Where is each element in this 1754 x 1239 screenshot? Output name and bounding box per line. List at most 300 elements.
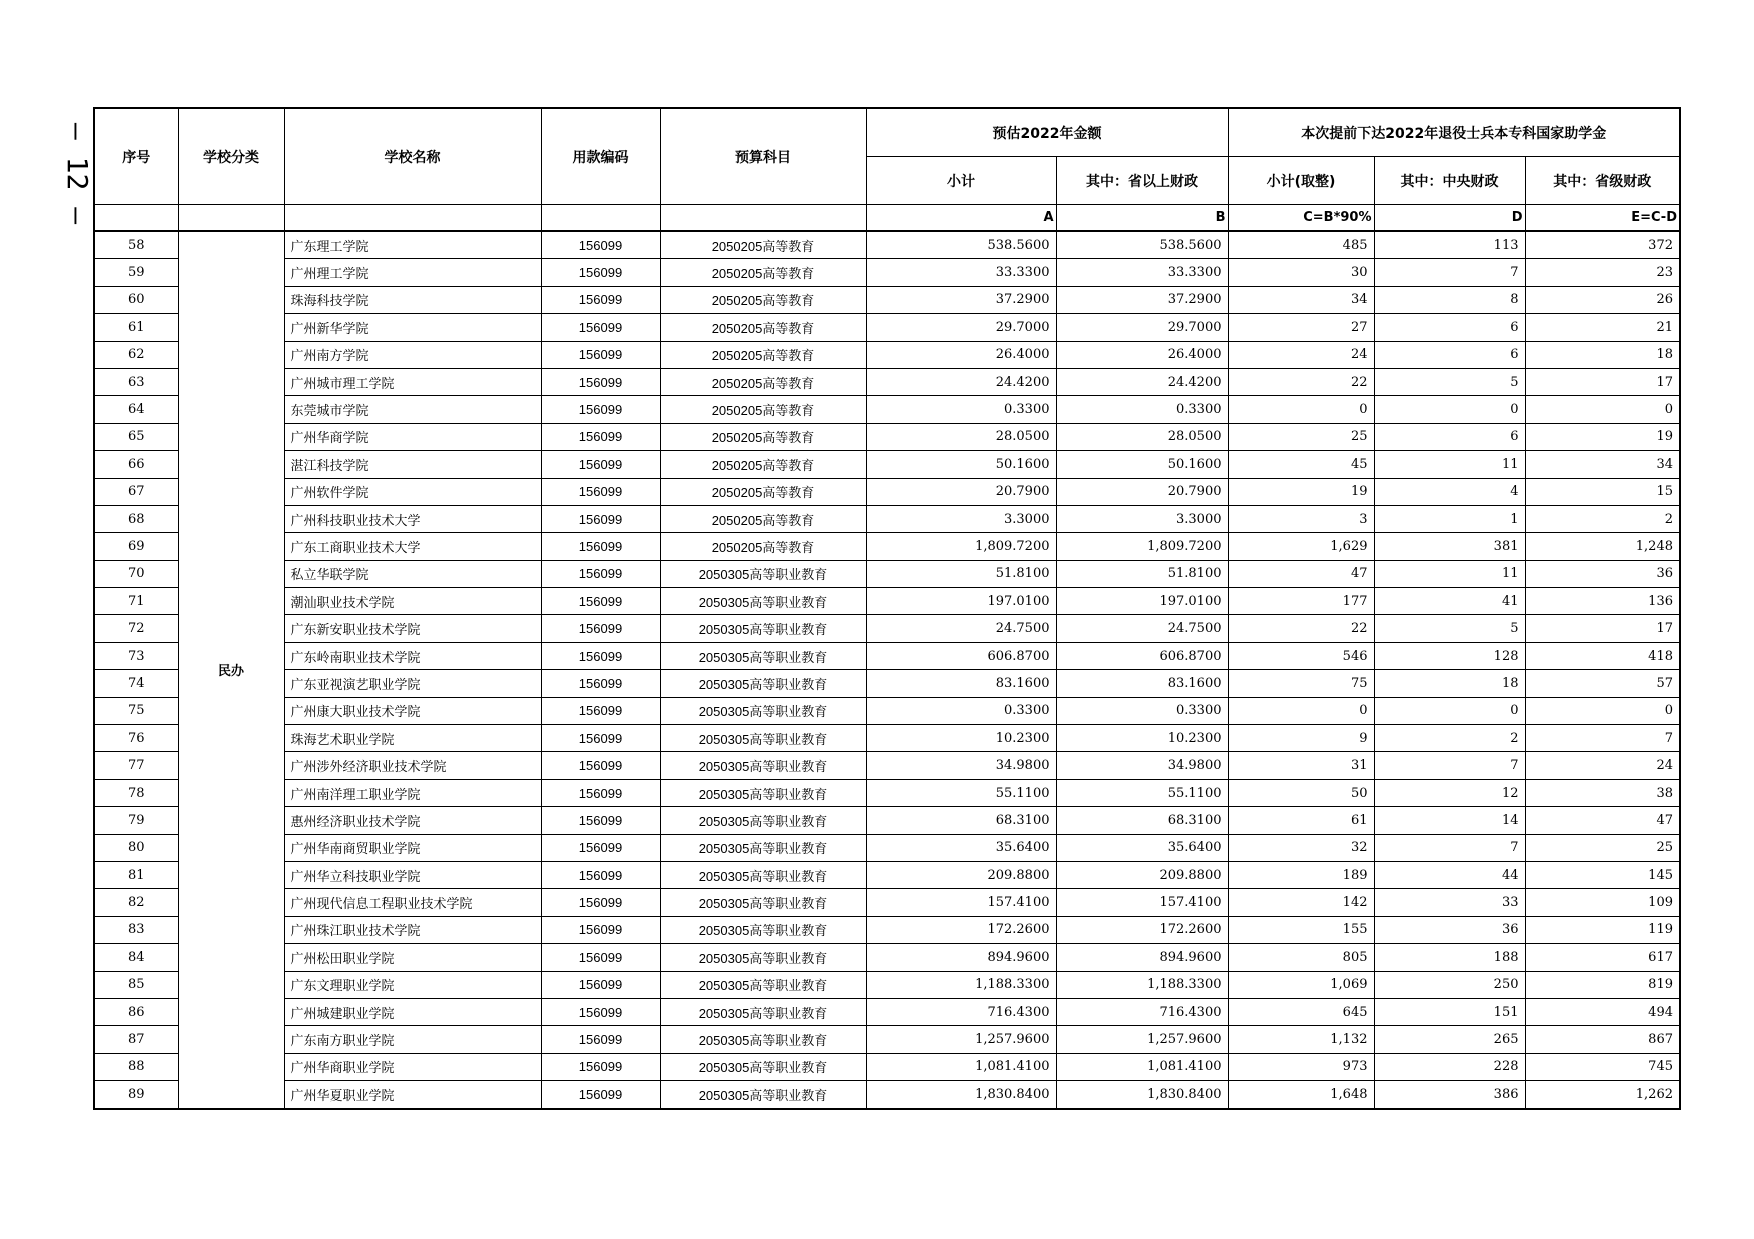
table-row <box>94 314 1680 341</box>
budget-subject: 2050305高等职业教育 <box>660 725 866 752</box>
fund-code: 156099 <box>541 861 660 888</box>
school-name: 广州涉外经济职业技术学院 <box>284 752 541 779</box>
grant-subtotal: 75 <box>1228 670 1374 697</box>
school-name: 广州华夏职业学院 <box>284 1081 541 1109</box>
grant-subtotal: 973 <box>1228 1053 1374 1080</box>
grant-provincial: 136 <box>1525 588 1680 615</box>
budget-subject: 2050305高等职业教育 <box>660 834 866 861</box>
header-grant-provincial: 其中：省级财政 <box>1525 157 1680 205</box>
school-category: 民办 <box>178 231 284 1109</box>
estimate-provincial: 26.4000 <box>1056 341 1228 368</box>
grant-subtotal: 47 <box>1228 560 1374 587</box>
budget-subject: 2050205高等教育 <box>660 259 866 286</box>
table-row <box>94 451 1680 478</box>
grant-subtotal: 50 <box>1228 779 1374 806</box>
row-number: 66 <box>94 451 178 478</box>
grant-provincial: 36 <box>1525 560 1680 587</box>
formula-empty <box>541 205 660 232</box>
grant-provincial: 418 <box>1525 642 1680 669</box>
table-row <box>94 560 1680 587</box>
grant-provincial: 15 <box>1525 478 1680 505</box>
estimate-subtotal: 1,257.9600 <box>866 1026 1056 1053</box>
budget-subject: 2050305高等职业教育 <box>660 560 866 587</box>
row-number: 84 <box>94 944 178 971</box>
table-row <box>94 615 1680 642</box>
table-row <box>94 505 1680 532</box>
header-estimate-group: 预估2022年金额 <box>866 108 1228 157</box>
row-number: 76 <box>94 725 178 752</box>
estimate-subtotal: 55.1100 <box>866 779 1056 806</box>
grant-central: 0 <box>1374 396 1525 423</box>
grant-subtotal: 31 <box>1228 752 1374 779</box>
estimate-subtotal: 894.9600 <box>866 944 1056 971</box>
grant-subtotal: 645 <box>1228 998 1374 1025</box>
table-row <box>94 861 1680 888</box>
grant-central: 7 <box>1374 834 1525 861</box>
table-row <box>94 971 1680 998</box>
row-number: 86 <box>94 998 178 1025</box>
grant-central: 11 <box>1374 560 1525 587</box>
estimate-subtotal: 538.5600 <box>866 231 1056 259</box>
grant-central: 381 <box>1374 533 1525 560</box>
fund-code: 156099 <box>541 971 660 998</box>
estimate-provincial: 24.7500 <box>1056 615 1228 642</box>
formula-empty <box>284 205 541 232</box>
grant-subtotal: 27 <box>1228 314 1374 341</box>
school-name: 广东文理职业学院 <box>284 971 541 998</box>
school-name: 广州华立科技职业学院 <box>284 861 541 888</box>
estimate-subtotal: 0.3300 <box>866 396 1056 423</box>
grant-subtotal: 155 <box>1228 916 1374 943</box>
fund-code: 156099 <box>541 725 660 752</box>
fund-code: 156099 <box>541 1081 660 1109</box>
grant-provincial: 119 <box>1525 916 1680 943</box>
formula-b: B <box>1056 205 1228 232</box>
grant-central: 250 <box>1374 971 1525 998</box>
table-row <box>94 1081 1680 1109</box>
row-number: 69 <box>94 533 178 560</box>
grant-central: 6 <box>1374 341 1525 368</box>
fund-code: 156099 <box>541 642 660 669</box>
estimate-subtotal: 0.3300 <box>866 697 1056 724</box>
budget-subject: 2050305高等职业教育 <box>660 670 866 697</box>
budget-subject: 2050205高等教育 <box>660 341 866 368</box>
estimate-subtotal: 68.3100 <box>866 807 1056 834</box>
header-subject: 预算科目 <box>660 108 866 205</box>
estimate-provincial: 29.7000 <box>1056 314 1228 341</box>
grant-subtotal: 45 <box>1228 451 1374 478</box>
fund-code: 156099 <box>541 998 660 1025</box>
school-name: 广州松田职业学院 <box>284 944 541 971</box>
grant-subtotal: 19 <box>1228 478 1374 505</box>
fund-code: 156099 <box>541 533 660 560</box>
estimate-subtotal: 28.0500 <box>866 423 1056 450</box>
school-name: 广州科技职业技术大学 <box>284 505 541 532</box>
budget-subject: 2050305高等职业教育 <box>660 1081 866 1109</box>
estimate-provincial: 1,830.8400 <box>1056 1081 1228 1109</box>
fund-code: 156099 <box>541 834 660 861</box>
formula-empty <box>178 205 284 232</box>
estimate-subtotal: 10.2300 <box>866 725 1056 752</box>
table-row <box>94 533 1680 560</box>
estimate-provincial: 606.8700 <box>1056 642 1228 669</box>
school-name: 广州城市理工学院 <box>284 368 541 395</box>
budget-subject: 2050305高等职业教育 <box>660 916 866 943</box>
header-code: 用款编码 <box>541 108 660 205</box>
table-row <box>94 642 1680 669</box>
budget-subject: 2050305高等职业教育 <box>660 697 866 724</box>
fund-code: 156099 <box>541 368 660 395</box>
budget-subject: 2050205高等教育 <box>660 286 866 313</box>
row-number: 72 <box>94 615 178 642</box>
budget-subject: 2050205高等教育 <box>660 368 866 395</box>
table-row <box>94 725 1680 752</box>
formula-c: C=B*90% <box>1228 205 1374 232</box>
grant-central: 11 <box>1374 451 1525 478</box>
grant-central: 44 <box>1374 861 1525 888</box>
grant-provincial: 24 <box>1525 752 1680 779</box>
table-row <box>94 1053 1680 1080</box>
grant-provincial: 57 <box>1525 670 1680 697</box>
grant-central: 228 <box>1374 1053 1525 1080</box>
school-name: 东莞城市学院 <box>284 396 541 423</box>
grant-provincial: 494 <box>1525 998 1680 1025</box>
fund-code: 156099 <box>541 588 660 615</box>
school-name: 广东南方职业学院 <box>284 1026 541 1053</box>
grant-provincial: 145 <box>1525 861 1680 888</box>
estimate-subtotal: 1,081.4100 <box>866 1053 1056 1080</box>
grant-subtotal: 546 <box>1228 642 1374 669</box>
estimate-subtotal: 716.4300 <box>866 998 1056 1025</box>
estimate-provincial: 894.9600 <box>1056 944 1228 971</box>
grant-subtotal: 32 <box>1228 834 1374 861</box>
row-number: 89 <box>94 1081 178 1109</box>
fund-code: 156099 <box>541 396 660 423</box>
estimate-subtotal: 51.8100 <box>866 560 1056 587</box>
row-number: 82 <box>94 889 178 916</box>
estimate-subtotal: 1,830.8400 <box>866 1081 1056 1109</box>
budget-subject: 2050305高等职业教育 <box>660 971 866 998</box>
estimate-provincial: 55.1100 <box>1056 779 1228 806</box>
header-grant-central: 其中：中央财政 <box>1374 157 1525 205</box>
grant-provincial: 17 <box>1525 368 1680 395</box>
grant-central: 2 <box>1374 725 1525 752</box>
budget-subject: 2050305高等职业教育 <box>660 1026 866 1053</box>
header-school: 学校名称 <box>284 108 541 205</box>
grant-subtotal: 0 <box>1228 396 1374 423</box>
estimate-provincial: 28.0500 <box>1056 423 1228 450</box>
table-row <box>94 916 1680 943</box>
fund-code: 156099 <box>541 478 660 505</box>
school-name: 广州南方学院 <box>284 341 541 368</box>
grant-provincial: 7 <box>1525 725 1680 752</box>
estimate-provincial: 3.3000 <box>1056 505 1228 532</box>
school-name: 广州康大职业技术学院 <box>284 697 541 724</box>
row-number: 71 <box>94 588 178 615</box>
fund-code: 156099 <box>541 341 660 368</box>
estimate-provincial: 50.1600 <box>1056 451 1228 478</box>
row-number: 85 <box>94 971 178 998</box>
grant-central: 7 <box>1374 259 1525 286</box>
budget-subject: 2050305高等职业教育 <box>660 615 866 642</box>
funding-table <box>93 107 1681 1110</box>
grant-subtotal: 30 <box>1228 259 1374 286</box>
school-name: 私立华联学院 <box>284 560 541 587</box>
fund-code: 156099 <box>541 231 660 259</box>
row-number: 83 <box>94 916 178 943</box>
estimate-subtotal: 172.2600 <box>866 916 1056 943</box>
row-number: 65 <box>94 423 178 450</box>
fund-code: 156099 <box>541 779 660 806</box>
budget-subject: 2050305高等职业教育 <box>660 588 866 615</box>
grant-subtotal: 61 <box>1228 807 1374 834</box>
school-name: 广东新安职业技术学院 <box>284 615 541 642</box>
estimate-subtotal: 50.1600 <box>866 451 1056 478</box>
grant-provincial: 21 <box>1525 314 1680 341</box>
fund-code: 156099 <box>541 615 660 642</box>
estimate-provincial: 0.3300 <box>1056 396 1228 423</box>
estimate-provincial: 10.2300 <box>1056 725 1228 752</box>
budget-subject: 2050305高等职业教育 <box>660 861 866 888</box>
row-number: 75 <box>94 697 178 724</box>
row-number: 67 <box>94 478 178 505</box>
grant-central: 36 <box>1374 916 1525 943</box>
estimate-subtotal: 34.9800 <box>866 752 1056 779</box>
fund-code: 156099 <box>541 560 660 587</box>
estimate-provincial: 197.0100 <box>1056 588 1228 615</box>
budget-subject: 2050305高等职业教育 <box>660 944 866 971</box>
estimate-provincial: 20.7900 <box>1056 478 1228 505</box>
grant-subtotal: 142 <box>1228 889 1374 916</box>
row-number: 81 <box>94 861 178 888</box>
estimate-provincial: 35.6400 <box>1056 834 1228 861</box>
row-number: 68 <box>94 505 178 532</box>
grant-central: 1 <box>1374 505 1525 532</box>
budget-subject: 2050205高等教育 <box>660 231 866 259</box>
table-row <box>94 944 1680 971</box>
row-number: 62 <box>94 341 178 368</box>
row-number: 70 <box>94 560 178 587</box>
school-name: 广东亚视演艺职业学院 <box>284 670 541 697</box>
fund-code: 156099 <box>541 670 660 697</box>
school-name: 广州软件学院 <box>284 478 541 505</box>
estimate-provincial: 83.1600 <box>1056 670 1228 697</box>
grant-provincial: 1,248 <box>1525 533 1680 560</box>
grant-central: 6 <box>1374 423 1525 450</box>
grant-central: 0 <box>1374 697 1525 724</box>
estimate-provincial: 34.9800 <box>1056 752 1228 779</box>
grant-central: 6 <box>1374 314 1525 341</box>
header-seq: 序号 <box>94 108 178 205</box>
grant-central: 113 <box>1374 231 1525 259</box>
grant-subtotal: 189 <box>1228 861 1374 888</box>
grant-subtotal: 485 <box>1228 231 1374 259</box>
row-number: 87 <box>94 1026 178 1053</box>
fund-code: 156099 <box>541 451 660 478</box>
grant-subtotal: 0 <box>1228 697 1374 724</box>
formula-empty <box>660 205 866 232</box>
estimate-subtotal: 24.7500 <box>866 615 1056 642</box>
grant-provincial: 47 <box>1525 807 1680 834</box>
budget-subject: 2050205高等教育 <box>660 505 866 532</box>
estimate-provincial: 209.8800 <box>1056 861 1228 888</box>
grant-subtotal: 3 <box>1228 505 1374 532</box>
grant-provincial: 19 <box>1525 423 1680 450</box>
budget-subject: 2050305高等职业教育 <box>660 998 866 1025</box>
fund-code: 156099 <box>541 916 660 943</box>
school-name: 惠州经济职业技术学院 <box>284 807 541 834</box>
formula-a: A <box>866 205 1056 232</box>
table-row <box>94 478 1680 505</box>
grant-central: 151 <box>1374 998 1525 1025</box>
row-number: 64 <box>94 396 178 423</box>
row-number: 58 <box>94 231 178 259</box>
row-number: 63 <box>94 368 178 395</box>
school-name: 湛江科技学院 <box>284 451 541 478</box>
fund-code: 156099 <box>541 505 660 532</box>
fund-code: 156099 <box>541 807 660 834</box>
budget-subject: 2050305高等职业教育 <box>660 889 866 916</box>
school-name: 珠海艺术职业学院 <box>284 725 541 752</box>
school-name: 广州南洋理工职业学院 <box>284 779 541 806</box>
row-number: 80 <box>94 834 178 861</box>
fund-code: 156099 <box>541 889 660 916</box>
estimate-provincial: 1,188.3300 <box>1056 971 1228 998</box>
school-name: 广州城建职业学院 <box>284 998 541 1025</box>
table-row <box>94 889 1680 916</box>
grant-central: 18 <box>1374 670 1525 697</box>
grant-provincial: 1,262 <box>1525 1081 1680 1109</box>
estimate-provincial: 0.3300 <box>1056 697 1228 724</box>
school-name: 广州新华学院 <box>284 314 541 341</box>
grant-central: 12 <box>1374 779 1525 806</box>
grant-central: 33 <box>1374 889 1525 916</box>
grant-subtotal: 24 <box>1228 341 1374 368</box>
budget-subject: 2050205高等教育 <box>660 314 866 341</box>
fund-code: 156099 <box>541 752 660 779</box>
grant-subtotal: 1,648 <box>1228 1081 1374 1109</box>
grant-central: 7 <box>1374 752 1525 779</box>
estimate-subtotal: 24.4200 <box>866 368 1056 395</box>
school-name: 广州华商学院 <box>284 423 541 450</box>
school-name: 广州华南商贸职业学院 <box>284 834 541 861</box>
school-name: 潮汕职业技术学院 <box>284 588 541 615</box>
grant-central: 265 <box>1374 1026 1525 1053</box>
estimate-provincial: 1,809.7200 <box>1056 533 1228 560</box>
row-number: 74 <box>94 670 178 697</box>
formula-d: D <box>1374 205 1525 232</box>
formula-empty <box>94 205 178 232</box>
table-row <box>94 259 1680 286</box>
grant-subtotal: 1,629 <box>1228 533 1374 560</box>
grant-central: 14 <box>1374 807 1525 834</box>
grant-subtotal: 9 <box>1228 725 1374 752</box>
grant-provincial: 34 <box>1525 451 1680 478</box>
budget-subject: 2050305高等职业教育 <box>660 752 866 779</box>
school-name: 广东岭南职业技术学院 <box>284 642 541 669</box>
estimate-subtotal: 606.8700 <box>866 642 1056 669</box>
grant-central: 4 <box>1374 478 1525 505</box>
budget-subject: 2050205高等教育 <box>660 478 866 505</box>
table-row <box>94 834 1680 861</box>
estimate-subtotal: 1,809.7200 <box>866 533 1056 560</box>
table-row <box>94 779 1680 806</box>
table-row <box>94 368 1680 395</box>
estimate-subtotal: 33.3300 <box>866 259 1056 286</box>
row-number: 73 <box>94 642 178 669</box>
estimate-subtotal: 157.4100 <box>866 889 1056 916</box>
grant-subtotal: 22 <box>1228 368 1374 395</box>
table-row <box>94 396 1680 423</box>
table-row <box>94 752 1680 779</box>
estimate-subtotal: 37.2900 <box>866 286 1056 313</box>
grant-subtotal: 1,132 <box>1228 1026 1374 1053</box>
header-est-subtotal: 小计 <box>866 157 1056 205</box>
header-category: 学校分类 <box>178 108 284 205</box>
grant-central: 5 <box>1374 368 1525 395</box>
estimate-provincial: 538.5600 <box>1056 231 1228 259</box>
grant-provincial: 26 <box>1525 286 1680 313</box>
grant-provincial: 0 <box>1525 396 1680 423</box>
fund-code: 156099 <box>541 423 660 450</box>
row-number: 77 <box>94 752 178 779</box>
grant-central: 8 <box>1374 286 1525 313</box>
grant-provincial: 18 <box>1525 341 1680 368</box>
formula-e: E=C-D <box>1525 205 1680 232</box>
grant-provincial: 17 <box>1525 615 1680 642</box>
fund-code: 156099 <box>541 314 660 341</box>
estimate-provincial: 37.2900 <box>1056 286 1228 313</box>
row-number: 60 <box>94 286 178 313</box>
grant-subtotal: 805 <box>1228 944 1374 971</box>
row-number: 88 <box>94 1053 178 1080</box>
estimate-subtotal: 197.0100 <box>866 588 1056 615</box>
table-row <box>94 286 1680 313</box>
table-row <box>94 231 1680 259</box>
estimate-provincial: 716.4300 <box>1056 998 1228 1025</box>
budget-subject: 2050205高等教育 <box>660 451 866 478</box>
grant-subtotal: 34 <box>1228 286 1374 313</box>
estimate-subtotal: 1,188.3300 <box>866 971 1056 998</box>
school-name: 广州珠江职业技术学院 <box>284 916 541 943</box>
grant-subtotal: 1,069 <box>1228 971 1374 998</box>
budget-subject: 2050305高等职业教育 <box>660 807 866 834</box>
table-body <box>94 231 1680 1109</box>
header-grant-subtotal: 小计(取整) <box>1228 157 1374 205</box>
table-row <box>94 588 1680 615</box>
estimate-provincial: 157.4100 <box>1056 889 1228 916</box>
grant-provincial: 0 <box>1525 697 1680 724</box>
fund-code: 156099 <box>541 1026 660 1053</box>
table-row <box>94 341 1680 368</box>
estimate-subtotal: 35.6400 <box>866 834 1056 861</box>
budget-subject: 2050205高等教育 <box>660 533 866 560</box>
grant-subtotal: 177 <box>1228 588 1374 615</box>
grant-provincial: 25 <box>1525 834 1680 861</box>
estimate-provincial: 68.3100 <box>1056 807 1228 834</box>
grant-central: 188 <box>1374 944 1525 971</box>
fund-code: 156099 <box>541 286 660 313</box>
budget-subject: 2050305高等职业教育 <box>660 642 866 669</box>
grant-central: 128 <box>1374 642 1525 669</box>
grant-provincial: 23 <box>1525 259 1680 286</box>
grant-provincial: 109 <box>1525 889 1680 916</box>
school-name: 广州华商职业学院 <box>284 1053 541 1080</box>
table-row <box>94 807 1680 834</box>
page-number: — 12 — <box>61 122 95 224</box>
estimate-provincial: 172.2600 <box>1056 916 1228 943</box>
fund-code: 156099 <box>541 944 660 971</box>
